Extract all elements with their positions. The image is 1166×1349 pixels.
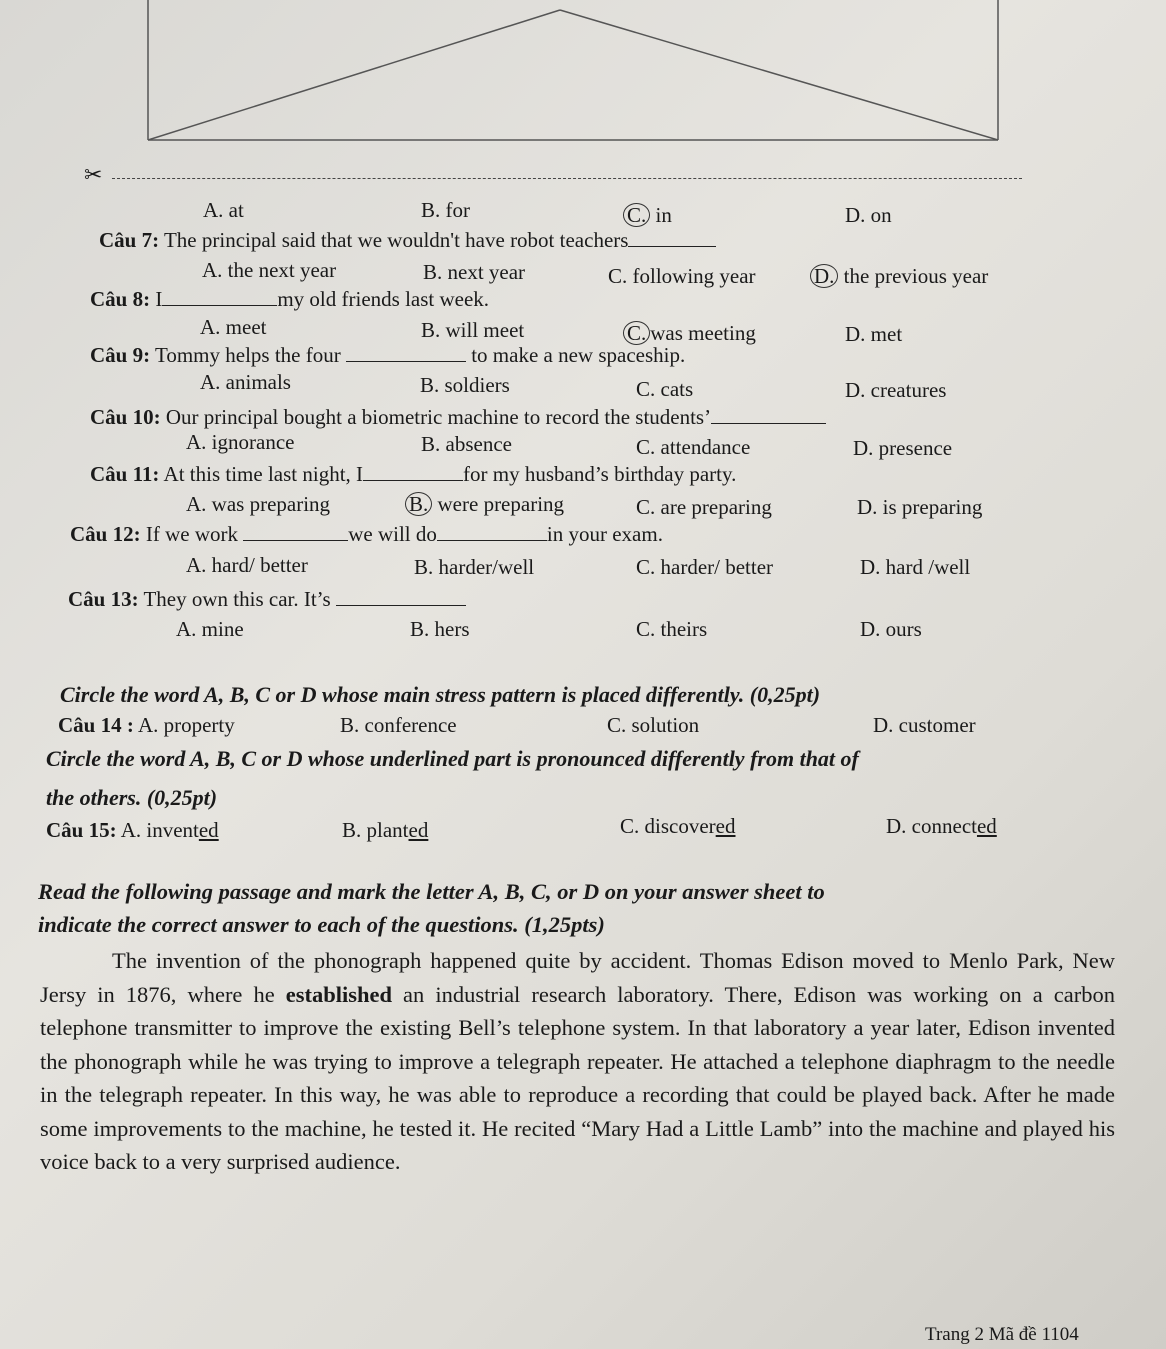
- question-12: Câu 12: If we work we will do in your exam.: [70, 522, 663, 546]
- q6-option-c: C. in: [623, 203, 672, 228]
- scissors-icon: ✂: [84, 162, 103, 187]
- q8-option-a: A. meet: [200, 315, 267, 339]
- instruction-pronunciation-line-2: the others. (0,25pt): [46, 785, 218, 810]
- q13-option-c: C. theirs: [636, 617, 708, 641]
- q11-option-d: D. is preparing: [857, 495, 983, 519]
- reading-passage: The invention of the phonograph happened quite by accident. Thomas Edison moved to Menlo Park, New Jersy in 1876, where he established an industrial research laboratory. There, Edison was working on a carbon telephone transmitter to improve the existing Bell’s telephone system. In that laboratory a year later, Edison invented the phonograph while he was trying to improve a telegraph repeater. He attached a telephone diaphragm to the needle in the telegraph repeater. In this way, he was able to reproduce a recording that could be played back. After he made some improvements to the machine, he tested it. He recited “Mary Had a Little Lamb” into the machine and played his voice back to a very surprised audience.: [40, 948, 1116, 1174]
- q14-option-d: D. customer: [873, 713, 976, 737]
- q7-option-a: A. the next year: [202, 258, 337, 282]
- q12-option-b: B. harder/well: [414, 555, 535, 579]
- instruction-pronunciation-line-1: Circle the word A, B, C or D whose underlined part is pronounced differently from that of: [46, 746, 859, 771]
- q7-option-b: B. next year: [423, 260, 526, 284]
- instruction-stress: Circle the word A, B, C or D whose main stress pattern is placed differently. (0,25pt): [60, 682, 821, 707]
- q8-option-c: C. was meeting: [623, 321, 756, 346]
- q6-option-d: D. on: [845, 203, 892, 227]
- q10-option-b: B. absence: [421, 432, 512, 456]
- q12-option-c: C. harder/ better: [636, 555, 774, 579]
- q15-option-d: D. connected: [886, 814, 997, 838]
- q10-option-a: A. ignorance: [186, 430, 295, 454]
- q9-option-c: C. cats: [636, 377, 694, 401]
- question-11: Câu 11: At this time last night, I for my husband’s birthday party.: [90, 462, 737, 486]
- q10-option-c: C. attendance: [636, 435, 751, 459]
- question-14: Câu 14 : A. property: [58, 713, 235, 737]
- q11-option-a: A. was preparing: [186, 492, 331, 516]
- q9-option-b: B. soldiers: [420, 373, 510, 397]
- question-10: Câu 10: Our principal bought a biometric machine to record the students’: [90, 405, 826, 430]
- q13-option-d: D. ours: [860, 617, 922, 641]
- q14-option-c: C. solution: [607, 713, 700, 737]
- instruction-reading-line-2: indicate the correct answer to each of the questions. (1,25pts): [38, 912, 605, 937]
- page-footer: Trang 2 Mã đề 1104: [925, 1324, 1079, 1345]
- q15-option-b: B. planted: [342, 818, 429, 842]
- answer-box-drawing: [0, 0, 1166, 200]
- q6-option-a: A. at: [203, 198, 244, 222]
- q9-option-d: D. creatures: [845, 378, 947, 402]
- question-7: Câu 7: The principal said that we wouldn't have robot teachers: [99, 228, 716, 253]
- q8-option-b: B. will meet: [421, 318, 525, 342]
- q11-option-b: B. were preparing: [405, 492, 564, 517]
- cut-line: [112, 178, 1022, 179]
- question-8: Câu 8: I my old friends last week.: [90, 287, 490, 311]
- q7-option-d: D. the previous year: [810, 264, 988, 289]
- q12-option-a: A. hard/ better: [186, 553, 308, 577]
- q9-option-a: A. animals: [200, 370, 291, 394]
- q11-option-c: C. are preparing: [636, 495, 772, 519]
- q6-option-b: B. for: [421, 198, 470, 222]
- q15-option-c: C. discovered: [620, 814, 736, 838]
- q12-option-d: D. hard /well: [860, 555, 971, 579]
- question-15: Câu 15: A. invented: [46, 818, 219, 842]
- q13-option-a: A. mine: [176, 617, 244, 641]
- q10-option-d: D. presence: [853, 436, 953, 460]
- q8-option-d: D. met: [845, 322, 903, 346]
- q14-option-b: B. conference: [340, 713, 457, 737]
- question-13: Câu 13: They own this car. It’s: [68, 587, 466, 612]
- q7-option-c: C. following year: [608, 264, 756, 288]
- question-9: Câu 9: Tommy helps the four to make a new spaceship.: [90, 343, 686, 367]
- instruction-reading-line-1: Read the following passage and mark the letter A, B, C, or D on your answer sheet to: [38, 879, 825, 904]
- q13-option-b: B. hers: [410, 617, 470, 641]
